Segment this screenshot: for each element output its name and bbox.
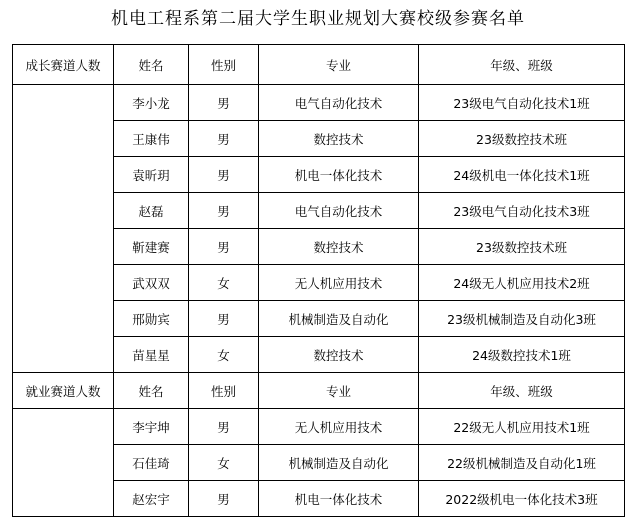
participant-major: 无人机应用技术 [259,409,419,445]
participant-gender: 女 [189,265,259,301]
participant-class: 23级电气自动化技术1班 [419,85,625,121]
participant-major: 机电一体化技术 [259,157,419,193]
participant-gender: 男 [189,229,259,265]
participant-name: 苗星星 [114,337,189,373]
table-header-row [13,45,625,85]
participant-class: 23级数控技术班 [419,229,625,265]
participant-name: 李小龙 [114,85,189,121]
participant-major: 数控技术 [259,229,419,265]
participant-major: 无人机应用技术 [259,265,419,301]
column-header-name: 姓名 [114,373,189,409]
participant-major: 电气自动化技术 [259,193,419,229]
participant-name: 邢勋宾 [114,301,189,337]
column-header-class: 年级、班级 [419,373,625,409]
participant-major: 电气自动化技术 [259,85,419,121]
participant-class: 24级机电一体化技术1班 [419,157,625,193]
participant-name: 赵磊 [114,193,189,229]
employment-track-header-row [13,373,625,409]
participant-gender: 男 [189,481,259,517]
participant-class: 24级数控技术1班 [419,337,625,373]
table-row [13,409,625,445]
column-header-class: 年级、班级 [419,45,625,85]
participant-name: 李宇坤 [114,409,189,445]
participant-major: 机械制造及自动化 [259,301,419,337]
participant-gender: 男 [189,301,259,337]
participant-name: 武双双 [114,265,189,301]
participant-table-body [13,45,625,517]
participant-class: 22级无人机应用技术1班 [419,409,625,445]
participant-gender: 男 [189,409,259,445]
column-header-gender: 性别 [189,373,259,409]
participant-name: 石佳琦 [114,445,189,481]
participant-class: 23级电气自动化技术3班 [419,193,625,229]
participant-gender: 男 [189,121,259,157]
column-header-major: 专业 [259,373,419,409]
participant-gender: 男 [189,193,259,229]
growth-track-group-cell [13,85,114,373]
column-header-name: 姓名 [114,45,189,85]
participant-name: 王康伟 [114,121,189,157]
column-header-gender: 性别 [189,45,259,85]
participant-class: 22级机械制造及自动化1班 [419,445,625,481]
participant-gender: 女 [189,337,259,373]
participant-name: 赵宏宇 [114,481,189,517]
participant-class: 24级无人机应用技术2班 [419,265,625,301]
participant-major: 机电一体化技术 [259,481,419,517]
participant-class: 2022级机电一体化技术3班 [419,481,625,517]
participant-class: 23级机械制造及自动化3班 [419,301,625,337]
participant-gender: 男 [189,85,259,121]
participant-major: 数控技术 [259,121,419,157]
participant-gender: 女 [189,445,259,481]
employment-track-group-cell [13,409,114,517]
employment-track-label: 就业赛道人数 [13,373,114,409]
table-row [13,85,625,121]
participant-major: 机械制造及自动化 [259,445,419,481]
participant-name: 靳建赛 [114,229,189,265]
page-title: 机电工程系第二届大学生职业规划大赛校级参赛名单 [111,9,525,29]
participant-class: 23级数控技术班 [419,121,625,157]
participant-name: 袁昕玥 [114,157,189,193]
column-header-track: 成长赛道人数 [13,45,114,85]
participant-major: 数控技术 [259,337,419,373]
participant-gender: 男 [189,157,259,193]
participant-table [12,44,625,517]
column-header-major: 专业 [259,45,419,85]
